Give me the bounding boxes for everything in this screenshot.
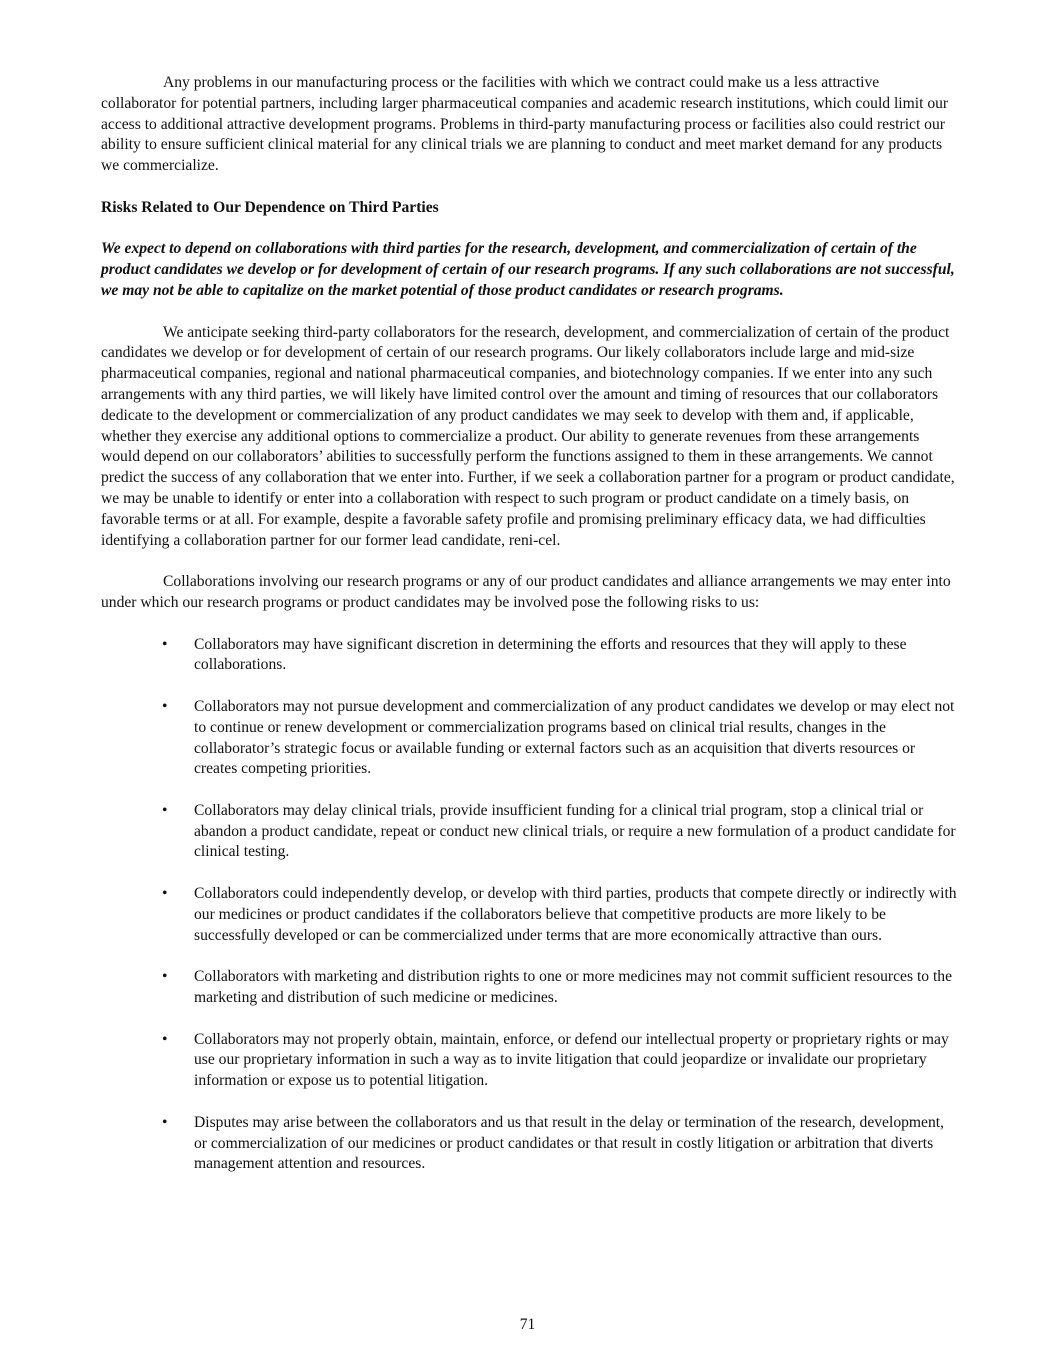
paragraph-risks-intro: Collaborations involving our research programs or any of our product candidates and alliance arrangements we may enter into under which our research programs or product candidates may be involved pose the following risks to us: [101, 573, 951, 611]
list-item [101, 1113, 957, 1175]
bullet-icon: • [162, 697, 168, 715]
risk-bullet-list [101, 635, 957, 1176]
list-item [101, 884, 957, 946]
bullet-icon: • [162, 801, 168, 819]
bullet-icon: • [162, 1030, 168, 1048]
list-item-text: Collaborators may not properly obtain, maintain, enforce, or defend our intellectual property or proprietary rights or may use our proprietary information in such a way as to invite litigation that could jeopardize or invalidate our proprietary information or expose us to potential litigation. [194, 1030, 949, 1090]
bullet-icon: • [162, 635, 168, 653]
document-page [101, 73, 957, 1196]
list-item-text: Disputes may arise between the collaborators and us that result in the delay or termination of the research, development, or commercialization of our medicines or product candidates or that result in costly litigation or arbitration that diverts management attention and resources. [194, 1113, 944, 1173]
list-item [101, 801, 957, 863]
list-item-text: Collaborators may have significant discretion in determining the efforts and resources that they will apply to these collaborations. [194, 635, 907, 674]
bullet-icon: • [162, 968, 168, 986]
paragraph-manufacturing: Any problems in our manufacturing process or the facilities with which we contract could make us a less attractive collaborator for potential partners, including larger pharmaceutical companies and academic research institutions, which could limit our access to additional attractive development programs. Problems in third-party manufacturing process or facilities also could restrict our ability to ensure sufficient clinical material for any clinical trials we are planning to conduct and meet market demand for any products we commercialize. [101, 74, 949, 175]
list-item [101, 697, 957, 780]
section-heading: Risks Related to Our Dependence on Third Parties [101, 198, 439, 216]
bullet-icon: • [162, 1113, 168, 1131]
bullet-icon: • [162, 885, 168, 903]
list-item-text: Collaborators could independently develop, or develop with third parties, products that compete directly or indirectly with our medicines or product candidates if the collaborators believe that competitive products are more likely to be successfully developed or can be commercialized under terms that are more economically attractive than ours. [194, 885, 957, 944]
page-number: 71 [519, 1316, 536, 1333]
risk-factor-heading: We expect to depend on collaborations with third parties for the research, development, and commercialization of certain of the product candidates we develop or for development of certain of our research programs. If any such collaborations are not successful, we may not be able to capitalize on the market potential of those product candidates or research programs. [101, 240, 955, 299]
list-item-text: Collaborators may delay clinical trials, provide insufficient funding for a clinical trial program, stop a clinical trial or abandon a product candidate, repeat or conduct new clinical trials, or require a new formulation of a product candidate for clinical testing. [194, 801, 956, 861]
list-item [101, 1030, 957, 1092]
list-item [101, 967, 957, 1009]
list-item-text: Collaborators may not pursue development and commercialization of any product candidates we develop or may elect not to continue or renew development or commercialization programs based on clinical trial results, changes in the collaborator’s strategic focus or available funding or external factors such as an acquisition that diverts resources or creates competing priorities. [194, 697, 955, 778]
list-item-text: Collaborators with marketing and distribution rights to one or more medicines may not commit sufficient resources to the marketing and distribution of such medicine or medicines. [194, 968, 953, 1007]
list-item [101, 635, 957, 677]
paragraph-collaborators: We anticipate seeking third-party collaborators for the research, development, and commercialization of certain of the product candidates we develop or for development of certain of our research programs. Our likely collaborators include large and mid-size pharmaceutical companies, regional and national pharmaceutical companies, and biotechnology companies. If we enter into any such arrangements with any third parties, we will likely have limited control over the amount and timing of resources that our collaborators dedicate to the development or commercialization of any product candidates we may seek to develop with them and, if applicable, whether they exercise any additional options to commercialize a product. Our ability to generate revenues from these arrangements would depend on our collaborators’ abilities to successfully perform the functions assigned to them in these arrangements. We cannot predict the success of any collaboration that we enter into. Further, if we seek a collaboration partner for a program or product candidate, we may be unable to identify or enter into a collaboration with respect to such program or product candidate on a timely basis, on favorable terms or at all. For example, despite a favorable safety profile and promising preliminary efficacy data, we had difficulties identifying a collaboration partner for our former lead candidate, reni-cel. [101, 323, 955, 549]
